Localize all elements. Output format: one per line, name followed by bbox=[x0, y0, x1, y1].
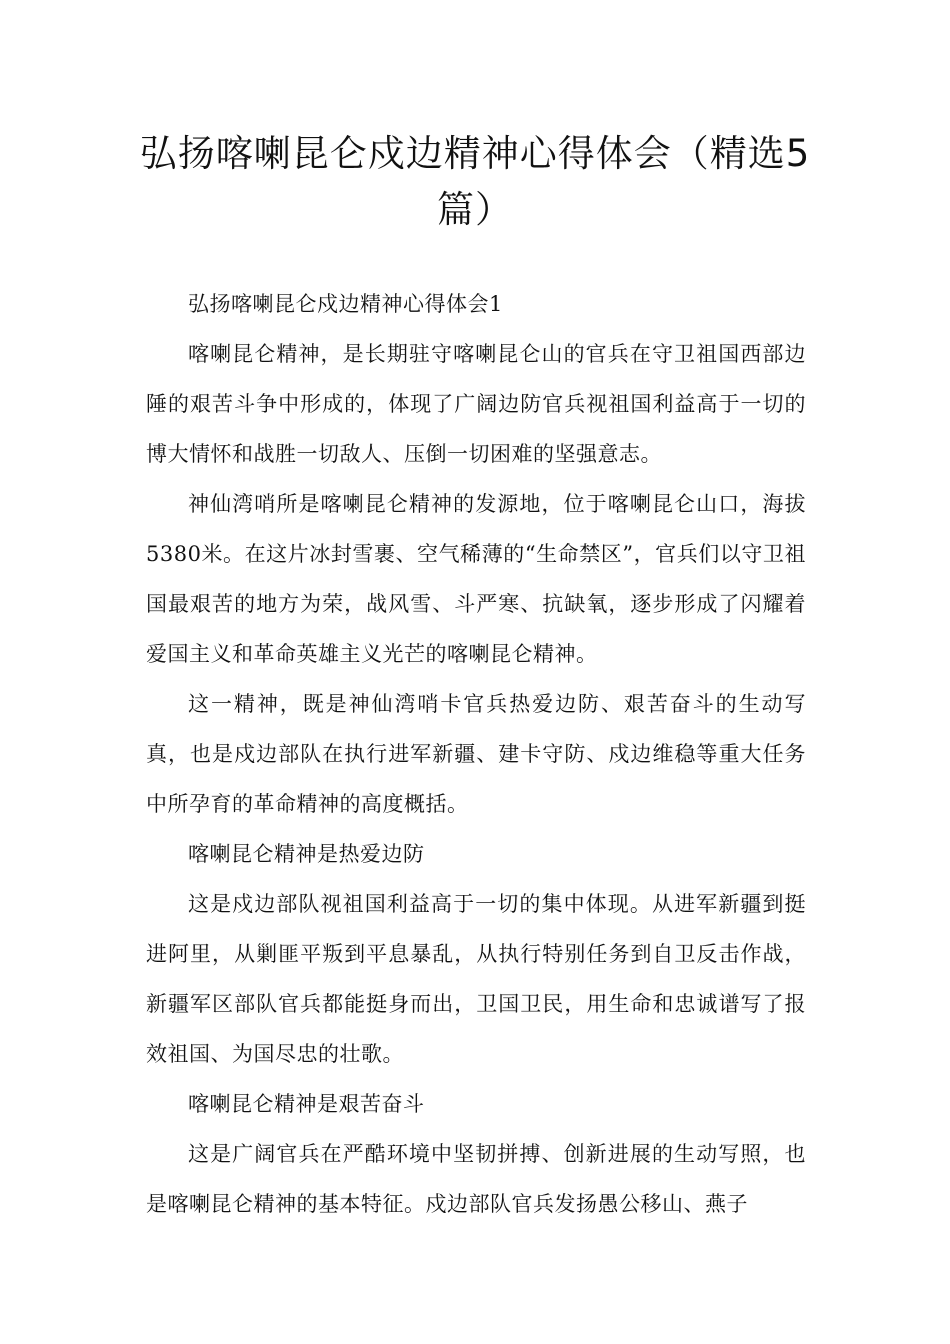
body-paragraph: 这是戍边部队视祖国利益高于一切的集中体现。从进军新疆到挺进阿里，从剿匪平叛到平息暴乱，从执行特别任务到自卫反击作战，新疆军区部队官兵都能挺身而出，卫国卫民，用生命和忠诚谱写了报效祖国、为国尽忠的壮歌。 bbox=[146, 892, 806, 1066]
section-heading-1: 弘扬喀喇昆仑戍边精神心得体会1 bbox=[188, 292, 503, 316]
document-body bbox=[146, 279, 806, 1229]
subheading-hard-struggle: 喀喇昆仑精神是艰苦奋斗 bbox=[188, 1092, 425, 1116]
body-paragraph: 喀喇昆仑精神，是长期驻守喀喇昆仑山的官兵在守卫祖国西部边陲的艰苦斗争中形成的，体现了广阔边防官兵视祖国利益高于一切的博大情怀和战胜一切敌人、压倒一切困难的坚强意志。 bbox=[146, 342, 806, 466]
body-paragraph: 这一精神，既是神仙湾哨卡官兵热爱边防、艰苦奋斗的生动写真，也是戍边部队在执行进军新疆、建卡守防、戍边维稳等重大任务中所孕育的革命精神的高度概括。 bbox=[146, 692, 806, 816]
subheading-love-border: 喀喇昆仑精神是热爱边防 bbox=[188, 842, 425, 866]
document-title: 弘扬喀喇昆仑戍边精神心得体会（精选5篇） bbox=[139, 132, 811, 231]
body-paragraph: 神仙湾哨所是喀喇昆仑精神的发源地，位于喀喇昆仑山口，海拔5380米。在这片冰封雪裹、空气稀薄的“生命禁区”，官兵们以守卫祖国最艰苦的地方为荣，战风雪、斗严寒、抗缺氧，逐步形成了闪耀着爱国主义和革命英雄主义光芒的喀喇昆仑精神。 bbox=[146, 492, 806, 666]
body-paragraph: 这是广阔官兵在严酷环境中坚韧拼搏、创新进展的生动写照，也是喀喇昆仑精神的基本特征。戍边部队官兵发扬愚公移山、燕子 bbox=[146, 1142, 806, 1216]
